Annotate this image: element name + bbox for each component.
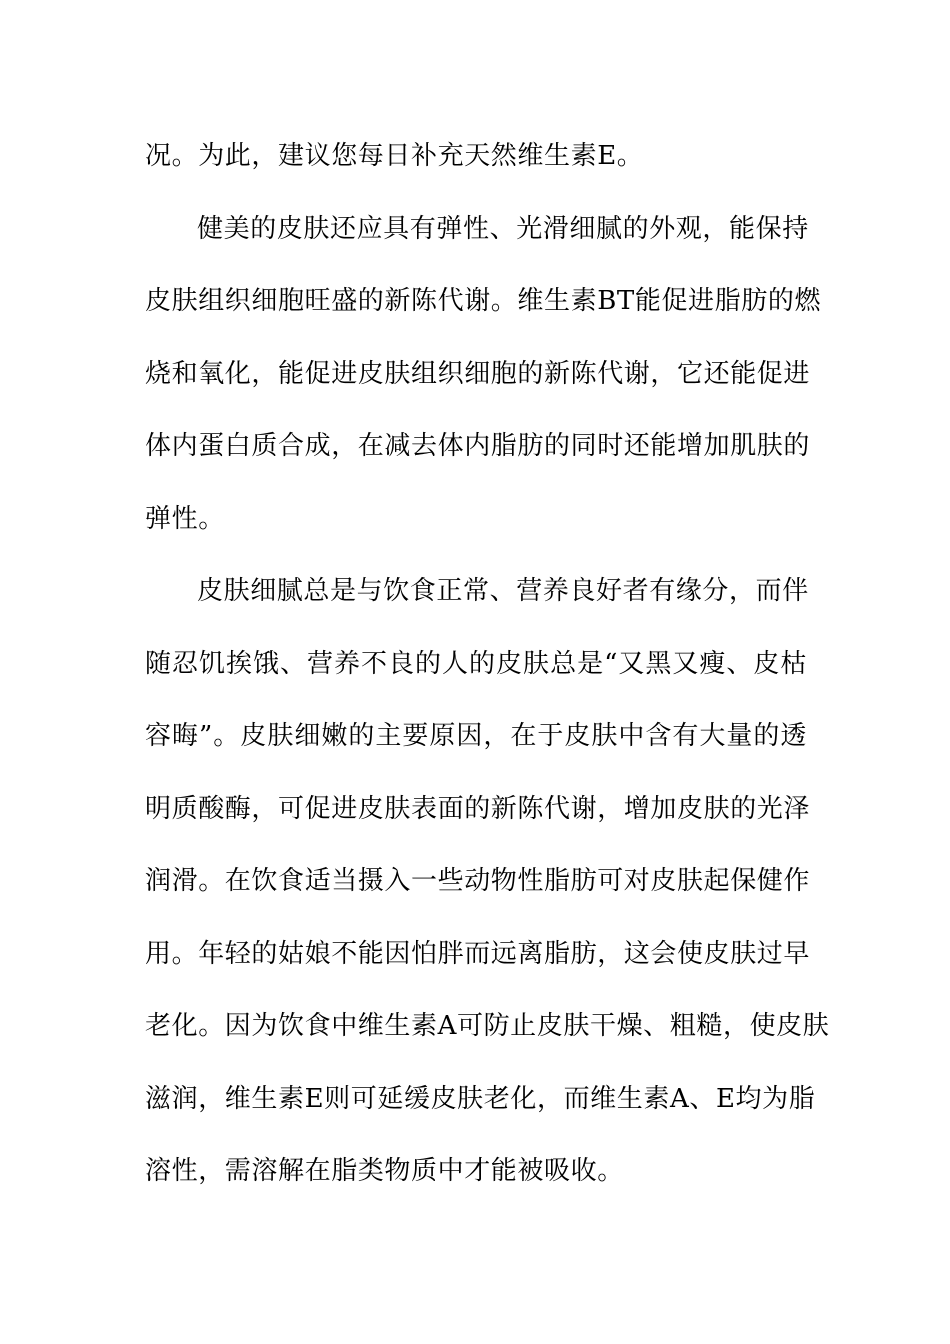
paragraph-2-line-2: 皮肤组织细胞旺盛的新陈代谢。维生素BT能促进脂肪的燃 — [145, 286, 822, 316]
paragraph-3-line-9: 溶性，需溶解在脂类物质中才能被吸收。 — [145, 1156, 624, 1186]
paragraph-3-line-3: 容晦”。皮肤细嫩的主要原因，在于皮肤中含有大量的透 — [145, 721, 807, 751]
paragraph-3-line-8: 滋润，维生素E则可延缓皮肤老化，而维生素A、E均为脂 — [145, 1083, 816, 1114]
paragraph-2-line-1: 健美的皮肤还应具有弹性、光滑细腻的外观，能保持 — [197, 213, 809, 244]
paragraph-3-line-2: 随忍饥挨饿、营养不良的人的皮肤总是“又黑又瘦、皮枯 — [145, 648, 807, 679]
paragraph-2-line-5: 弹性。 — [145, 503, 225, 534]
paragraph-3-line-5: 润滑。在饮食适当摄入一些动物性脂肪可对皮肤起保健作 — [145, 866, 811, 896]
paragraph-3-line-7: 老化。因为饮食中维生素A可防止皮肤干燥、粗糙，使皮肤 — [145, 1011, 830, 1041]
paragraph-3-line-4: 明质酸酶，可促进皮肤表面的新陈代谢，增加皮肤的光泽 — [145, 793, 811, 824]
paragraph-1-line-1: 况。为此，建议您每日补充天然维生素E。 — [145, 141, 644, 171]
paragraph-2-line-3: 烧和氧化，能促进皮肤组织细胞的新陈代谢，它还能促进 — [145, 358, 811, 389]
paragraph-2-line-4: 体内蛋白质合成，在减去体内脂肪的同时还能增加肌肤的 — [145, 431, 811, 461]
body-text — [145, 120, 830, 1208]
paragraph-3-line-1: 皮肤细腻总是与饮食正常、营养良好者有缘分，而伴 — [197, 576, 809, 606]
paragraph-3-line-6: 用。年轻的姑娘不能因怕胖而远离脂肪，这会使皮肤过早 — [145, 938, 811, 969]
